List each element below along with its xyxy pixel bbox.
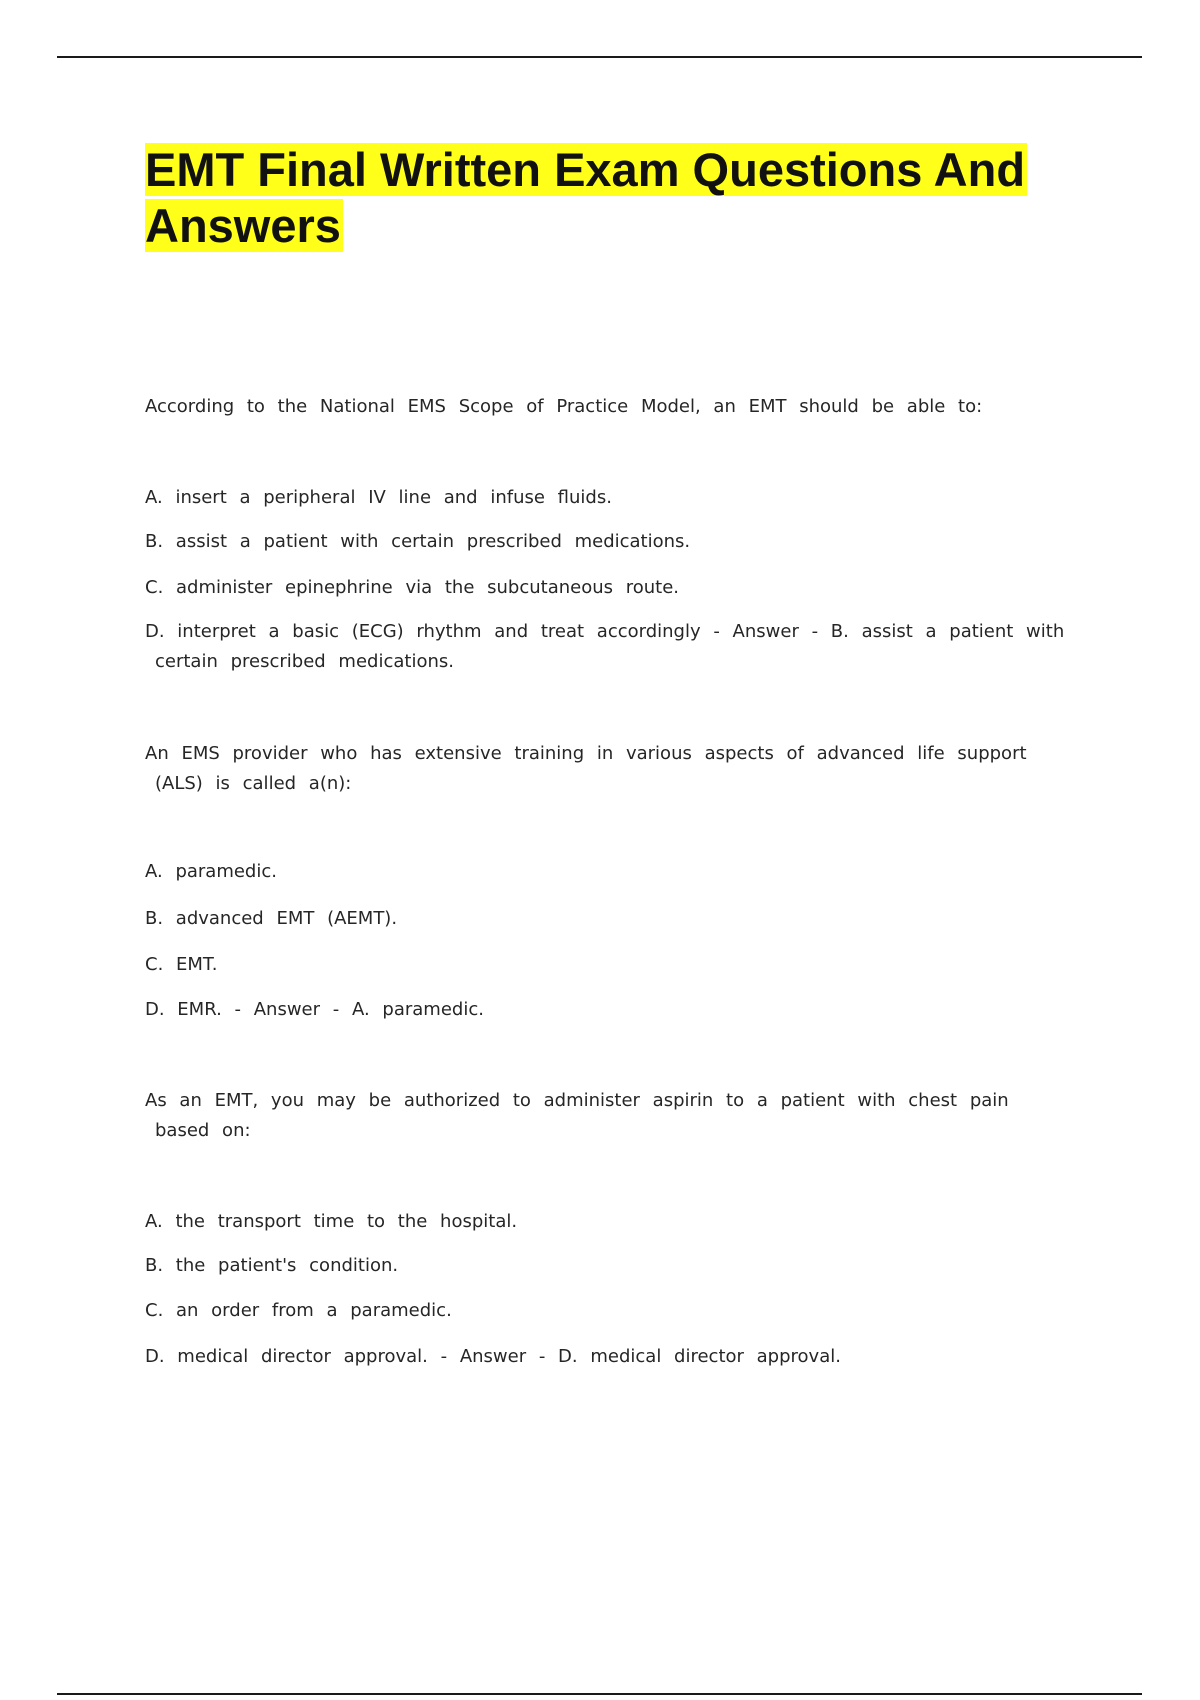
title-highlight-line1: EMT Final Written Exam Questions And xyxy=(145,143,1026,196)
question-1-option-b: B. assist a patient with certain prescribed medications. xyxy=(145,531,691,552)
question-1-option-a: A. insert a peripheral IV line and infuse fluids. xyxy=(145,487,612,508)
question-2-option-d: D. EMR. - Answer - A. paramedic. xyxy=(145,999,484,1020)
question-1-stem xyxy=(145,392,1085,422)
question-3-stem-line2: based on: xyxy=(155,1120,251,1141)
question-2-stem xyxy=(145,739,1085,799)
question-2-stem-line2: (ALS) is called a(n): xyxy=(155,773,352,794)
question-1-option-d-line2: certain prescribed medications. xyxy=(155,651,454,672)
question-3-stem xyxy=(145,1086,1085,1146)
question-1-stem-line1: According to the National EMS Scope of Practice Model, an EMT should be able to: xyxy=(145,396,983,417)
question-2-option-a: A. paramedic. xyxy=(145,861,277,882)
question-3-option-c: C. an order from a paramedic. xyxy=(145,1300,452,1321)
question-2-option-c: C. EMT. xyxy=(145,954,218,975)
question-3-option-b: B. the patient's condition. xyxy=(145,1255,399,1276)
question-1-option-d xyxy=(145,617,1085,677)
question-3-option-d: D. medical director approval. - Answer - D. medical director approval. xyxy=(145,1346,841,1367)
document-title xyxy=(145,142,1085,254)
question-1-option-d-line1: D. interpret a basic (ECG) rhythm and treat accordingly - Answer - B. assist a patient with xyxy=(145,621,1065,642)
footer-rule xyxy=(57,1693,1142,1695)
question-3-stem-line1: As an EMT, you may be authorized to administer aspirin to a patient with chest pain xyxy=(145,1090,1009,1111)
question-3-option-a: A. the transport time to the hospital. xyxy=(145,1211,518,1232)
title-highlight-line2: Answers xyxy=(145,199,341,252)
question-2-stem-line1: An EMS provider who has extensive training in various aspects of advanced life support xyxy=(145,743,1027,764)
question-1-option-c: C. administer epinephrine via the subcutaneous route. xyxy=(145,577,680,598)
header-rule xyxy=(57,56,1142,58)
question-2-option-b: B. advanced EMT (AEMT). xyxy=(145,908,398,929)
